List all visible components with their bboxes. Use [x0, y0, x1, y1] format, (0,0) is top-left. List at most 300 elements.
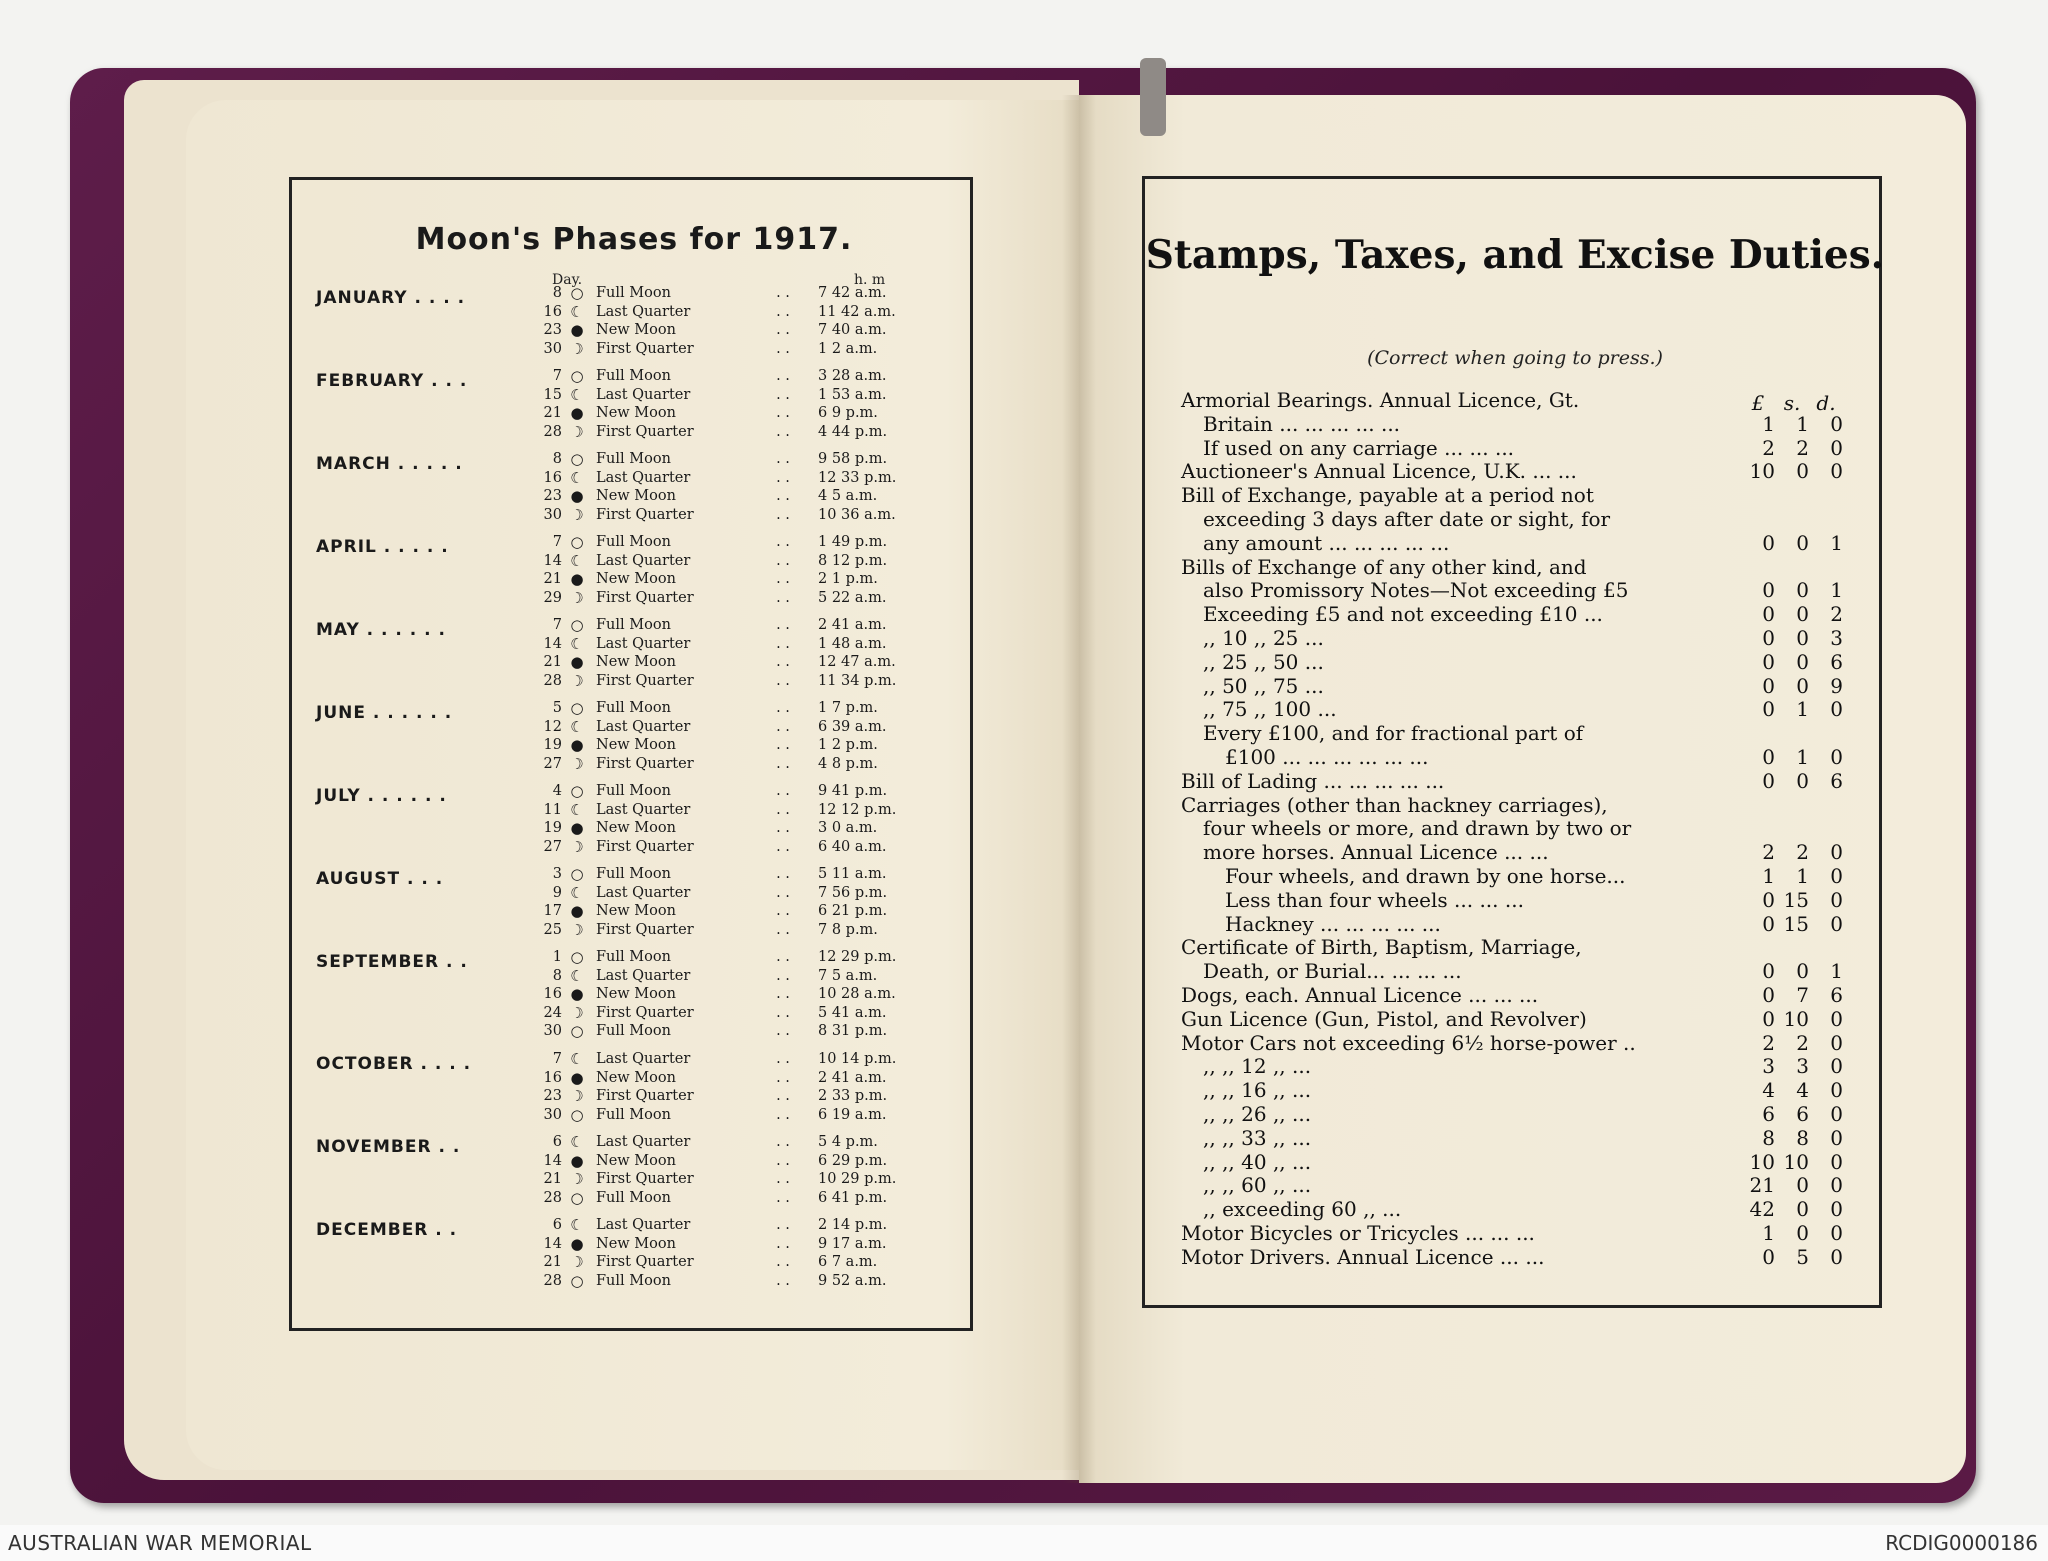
phase-name: Full Moon [596, 1023, 671, 1039]
tax-amount [1741, 913, 1861, 937]
phase-name: Last Quarter [596, 718, 691, 735]
phase-time: 7 56 p.m. [818, 884, 888, 901]
amount-pounds: 2 [1762, 435, 1775, 460]
tax-item-text: ,, exceeding 60 ,, ... [1203, 1197, 1402, 1222]
phase-row [316, 616, 956, 635]
phase-row [316, 1087, 956, 1106]
phase-time: 12 47 a.m. [818, 654, 896, 670]
tax-item-text: Gun Licence (Gun, Pistol, and Revolver) [1181, 1006, 1587, 1031]
phase-row [316, 948, 956, 967]
month-block [316, 1050, 956, 1133]
amount-shillings: 0 [1796, 959, 1809, 984]
moon-phases-title: Moon's Phases for 1917. [415, 222, 853, 257]
month-name: DECEMBER . . [316, 1220, 458, 1240]
tax-amount [1741, 936, 1861, 960]
leader-dots: . . [776, 423, 790, 440]
amount-shillings: 0 [1796, 1197, 1809, 1222]
leader-dots: . . [776, 1134, 790, 1150]
phase-name: Full Moon [596, 949, 671, 965]
phase-name: Last Quarter [596, 1051, 691, 1067]
tax-amount [1741, 1079, 1861, 1103]
phase-time: 1 49 p.m. [818, 534, 888, 550]
time-column-header: h. m [854, 272, 886, 288]
amount-pounds: 1 [1762, 1220, 1775, 1245]
tax-amount [1741, 651, 1861, 675]
tax-amount [1741, 413, 1861, 437]
month-name: JULY . . . . . . [316, 786, 447, 806]
amount-pounds: 0 [1762, 649, 1775, 674]
phase-time: 8 31 p.m. [818, 1023, 888, 1039]
tax-item-text: any amount ... ... ... ... ... [1203, 530, 1450, 555]
phase-row [316, 1106, 956, 1125]
amount-pence: 0 [1830, 840, 1843, 865]
tax-row [1181, 817, 1871, 841]
leader-dots: . . [776, 949, 790, 965]
leader-dots: . . [776, 534, 790, 550]
leader-dots: . . [776, 866, 790, 882]
phase-day: 15 [543, 386, 562, 403]
leader-dots: . . [776, 1171, 790, 1187]
amount-pounds: 2 [1762, 840, 1775, 865]
tax-amount [1741, 1055, 1861, 1079]
first-quarter-icon: ☽ [570, 1003, 584, 1022]
phase-name: New Moon [596, 1235, 676, 1252]
phase-name: First Quarter [596, 589, 694, 606]
tax-amount [1741, 1151, 1861, 1175]
month-block [316, 533, 956, 616]
phase-day: 30 [543, 506, 562, 523]
phase-time: 6 41 p.m. [818, 1189, 888, 1206]
leader-dots: . . [776, 903, 790, 919]
phase-name: Last Quarter [596, 635, 691, 652]
amount-pounds: 0 [1762, 602, 1775, 627]
tax-item-text: Bills of Exchange of any other kind, and [1181, 554, 1587, 579]
amount-pence: 0 [1830, 911, 1843, 936]
phase-time: 1 2 a.m. [818, 340, 878, 357]
tax-item-text: Britain ... ... ... ... ... [1203, 411, 1401, 436]
full-moon-icon: ○ [570, 865, 584, 883]
day-column-header: Day. [552, 272, 583, 288]
tax-item-text: exceeding 3 days after date or sight, for [1203, 506, 1611, 531]
phase-day: 30 [543, 1023, 562, 1039]
leader-dots: . . [776, 635, 790, 652]
leader-dots: . . [776, 386, 790, 403]
phase-row [316, 367, 956, 386]
phase-name: First Quarter [596, 1171, 694, 1187]
phase-name: New Moon [596, 1069, 676, 1086]
phase-name: Last Quarter [596, 386, 691, 403]
new-moon-icon: ● [570, 321, 584, 339]
new-moon-icon: ● [570, 1151, 584, 1170]
phase-name: New Moon [596, 820, 676, 836]
phase-time: 8 12 p.m. [818, 552, 888, 569]
leader-dots: . . [776, 884, 790, 901]
first-quarter-icon: ☽ [570, 671, 584, 690]
new-moon-icon: ● [570, 653, 584, 671]
phase-row [316, 718, 956, 737]
tax-item-text: ,, 10 ,, 25 ... [1203, 625, 1324, 650]
phase-time: 9 52 a.m. [818, 1272, 887, 1289]
phase-name: First Quarter [596, 1004, 694, 1021]
first-quarter-icon: ☽ [570, 588, 584, 607]
phase-name: Last Quarter [596, 967, 691, 984]
amount-pence: 0 [1830, 1125, 1843, 1150]
phase-name: First Quarter [596, 672, 694, 689]
phase-day: 19 [543, 737, 562, 753]
amount-pounds: 0 [1762, 982, 1775, 1007]
phase-name: First Quarter [596, 340, 694, 357]
tax-amount [1741, 532, 1861, 556]
credit-institution: AUSTRALIAN WAR MEMORIAL [8, 1531, 312, 1555]
phase-row [316, 284, 956, 303]
tax-item-text: ,, 50 ,, 75 ... [1203, 673, 1324, 698]
phase-name: Last Quarter [596, 1217, 691, 1233]
amount-shillings: 6 [1796, 1101, 1809, 1126]
leader-dots: . . [776, 322, 790, 338]
amount-shillings: 0 [1796, 625, 1809, 650]
amount-pounds: 42 [1749, 1197, 1775, 1222]
last-quarter-icon: ☾ [570, 468, 584, 487]
leader-dots: . . [776, 285, 790, 301]
tax-row [1181, 460, 1871, 484]
leader-dots: . . [776, 340, 790, 357]
phase-name: New Moon [596, 986, 676, 1002]
leader-dots: . . [776, 506, 790, 523]
amount-pounds: 1 [1762, 863, 1775, 888]
tax-amount [1741, 579, 1861, 603]
month-name: NOVEMBER . . [316, 1137, 461, 1157]
tax-row [1181, 841, 1871, 865]
last-quarter-icon: ☾ [570, 385, 584, 404]
tax-row [1181, 794, 1871, 818]
new-moon-icon: ● [570, 902, 584, 920]
leader-dots: . . [776, 654, 790, 670]
month-block [316, 1216, 956, 1299]
phase-day: 8 [552, 285, 562, 301]
phase-day: 30 [543, 1106, 562, 1123]
phase-row [316, 1170, 956, 1189]
phase-name: New Moon [596, 488, 676, 504]
phase-row [316, 450, 956, 469]
leader-dots: . . [776, 405, 790, 421]
amount-shillings: 15 [1783, 911, 1809, 936]
tax-row [1181, 1127, 1871, 1151]
phase-row [316, 838, 956, 857]
tax-row [1181, 579, 1871, 603]
tax-amount [1741, 1103, 1861, 1127]
tax-amount [1741, 1198, 1861, 1222]
full-moon-icon: ○ [570, 1271, 584, 1290]
leader-dots: . . [776, 700, 790, 716]
phase-time: 5 4 p.m. [818, 1134, 878, 1150]
new-moon-icon: ● [570, 985, 584, 1003]
phase-name: New Moon [596, 322, 676, 338]
leader-dots: . . [776, 1217, 790, 1233]
phase-time: 10 36 a.m. [818, 506, 896, 523]
moon-phases-box [289, 177, 973, 1331]
leader-dots: . . [776, 672, 790, 689]
phase-name: Full Moon [596, 285, 671, 301]
tax-row [1181, 1222, 1871, 1246]
phase-time: 5 22 a.m. [818, 589, 887, 606]
tax-item-text: four wheels or more, and drawn by two or [1203, 816, 1632, 841]
amount-shillings: 15 [1783, 887, 1809, 912]
leader-dots: . . [776, 589, 790, 606]
month-block [316, 616, 956, 699]
phase-day: 9 [552, 884, 562, 901]
tax-item-text: ,, ,, 60 ,, ... [1203, 1173, 1312, 1198]
tax-row [1181, 675, 1871, 699]
phase-name: First Quarter [596, 1254, 694, 1270]
pence-header: d. [1816, 391, 1836, 415]
phase-name: Full Moon [596, 534, 671, 550]
phase-time: 9 58 p.m. [818, 451, 888, 467]
full-moon-icon: ○ [570, 948, 584, 966]
last-quarter-icon: ☾ [570, 634, 584, 653]
phase-row [316, 672, 956, 691]
leader-dots: . . [776, 921, 790, 938]
phase-day: 3 [552, 866, 562, 882]
full-moon-icon: ○ [570, 699, 584, 717]
first-quarter-icon: ☽ [570, 339, 584, 358]
amount-pence: 0 [1830, 1244, 1843, 1269]
amount-pounds: 21 [1749, 1173, 1775, 1198]
amount-shillings: 4 [1796, 1078, 1809, 1103]
amount-pounds: 10 [1749, 459, 1775, 484]
amount-pounds: 0 [1762, 744, 1775, 769]
tax-row [1181, 1079, 1871, 1103]
phase-time: 9 41 p.m. [818, 783, 888, 799]
phase-day: 25 [543, 921, 562, 938]
amount-pence: 0 [1830, 1149, 1843, 1174]
last-quarter-icon: ☾ [570, 1050, 584, 1068]
amount-shillings: 0 [1796, 673, 1809, 698]
tax-item-text: Death, or Burial... ... ... ... [1203, 959, 1462, 984]
tax-amount [1741, 556, 1861, 580]
amount-pounds: 2 [1762, 1030, 1775, 1055]
phase-name: Full Moon [596, 1272, 671, 1289]
amount-shillings: 0 [1796, 530, 1809, 555]
leader-dots: . . [776, 469, 790, 486]
stamps-taxes-box [1142, 176, 1885, 1308]
amount-pounds: 0 [1762, 578, 1775, 603]
amount-pounds: 0 [1762, 1006, 1775, 1031]
phase-day: 21 [543, 571, 562, 587]
phase-row [316, 1272, 956, 1291]
amount-pence: 1 [1830, 530, 1843, 555]
phase-time: 5 41 a.m. [818, 1004, 887, 1021]
amount-shillings: 10 [1783, 1006, 1809, 1031]
tax-item-text: Bill of Lading ... ... ... ... ... [1181, 768, 1445, 793]
phase-day: 11 [543, 801, 562, 818]
phase-day: 7 [552, 368, 562, 384]
month-block [316, 699, 956, 782]
amount-shillings: 2 [1796, 435, 1809, 460]
phase-day: 4 [552, 783, 562, 799]
month-block [316, 450, 956, 533]
new-moon-icon: ● [570, 570, 584, 588]
tax-amount [1741, 794, 1861, 818]
amount-pounds: 0 [1762, 530, 1775, 555]
amount-pence: 0 [1830, 1030, 1843, 1055]
month-name: MARCH . . . . . [316, 454, 463, 474]
tax-item-text: Motor Cars not exceeding 6½ horse-power .. [1181, 1030, 1636, 1055]
amount-pence: 9 [1830, 673, 1843, 698]
full-moon-icon: ○ [570, 1188, 584, 1207]
phase-day: 12 [543, 718, 562, 735]
tax-item-text: Bill of Exchange, payable at a period not [1181, 483, 1594, 508]
phase-time: 7 5 a.m. [818, 967, 878, 984]
phase-day: 7 [552, 617, 562, 633]
phase-day: 29 [543, 589, 562, 606]
month-block [316, 865, 956, 948]
amount-shillings: 1 [1796, 697, 1809, 722]
phase-day: 6 [552, 1134, 562, 1150]
phase-day: 16 [543, 303, 562, 320]
phase-row [316, 819, 956, 838]
phase-time: 6 7 a.m. [818, 1254, 878, 1270]
amount-pounds: 0 [1762, 887, 1775, 912]
phase-name: Full Moon [596, 700, 671, 716]
tax-item-text: Certificate of Birth, Baptism, Marriage, [1181, 935, 1582, 960]
phase-name: Last Quarter [596, 469, 691, 486]
amount-pence: 0 [1830, 1054, 1843, 1079]
phase-day: 7 [552, 534, 562, 550]
amount-pence: 1 [1830, 959, 1843, 984]
amount-pounds: 1 [1762, 411, 1775, 436]
leader-dots: . . [776, 1152, 790, 1169]
tax-row [1181, 556, 1871, 580]
amount-shillings: 10 [1783, 1149, 1809, 1174]
tax-amount [1741, 603, 1861, 627]
phase-row [316, 1004, 956, 1023]
phase-row [316, 782, 956, 801]
amount-pence: 0 [1830, 1101, 1843, 1126]
amount-shillings: 0 [1796, 768, 1809, 793]
last-quarter-icon: ☾ [570, 883, 584, 902]
phase-time: 3 0 a.m. [818, 820, 878, 836]
leader-dots: . . [776, 1069, 790, 1086]
month-name: MAY . . . . . . [316, 620, 447, 640]
first-quarter-icon: ☽ [570, 837, 584, 856]
tax-amount [1741, 722, 1861, 746]
full-moon-icon: ○ [570, 782, 584, 800]
tax-amount [1741, 627, 1861, 651]
amount-shillings: 0 [1796, 459, 1809, 484]
phase-time: 12 33 p.m. [818, 469, 897, 486]
amount-shillings: 2 [1796, 840, 1809, 865]
month-block [316, 1133, 956, 1216]
new-moon-icon: ● [570, 487, 584, 505]
tax-item-text: Armorial Bearings. Annual Licence, Gt. [1181, 388, 1580, 412]
phase-day: 30 [543, 340, 562, 357]
phase-day: 23 [543, 322, 562, 338]
amount-pounds: 3 [1762, 1054, 1775, 1079]
new-moon-icon: ● [570, 1234, 584, 1253]
full-moon-icon: ○ [570, 533, 584, 551]
phase-day: 8 [552, 451, 562, 467]
amount-pence: 6 [1830, 768, 1843, 793]
tax-row [1181, 722, 1871, 746]
tax-item-text: £100 ... ... ... ... ... ... [1225, 744, 1429, 769]
phase-time: 11 42 a.m. [818, 303, 896, 320]
phase-time: 10 29 p.m. [818, 1171, 897, 1187]
amount-pence: 0 [1830, 435, 1843, 460]
tax-row [1181, 1032, 1871, 1056]
tax-row [1181, 532, 1871, 556]
phase-day: 16 [543, 1069, 562, 1086]
phase-name: New Moon [596, 405, 676, 421]
phase-row [316, 1050, 956, 1069]
amount-pence: 1 [1830, 578, 1843, 603]
leader-dots: . . [776, 571, 790, 587]
leader-dots: . . [776, 617, 790, 633]
phase-name: First Quarter [596, 1088, 694, 1104]
month-name: APRIL . . . . . [316, 537, 449, 557]
shillings-header: s. [1783, 391, 1801, 415]
leader-dots: . . [776, 755, 790, 772]
amount-pounds: 0 [1762, 625, 1775, 650]
first-quarter-icon: ☽ [570, 1087, 584, 1105]
phase-day: 14 [543, 1235, 562, 1252]
phase-row [316, 1235, 956, 1254]
phase-name: Last Quarter [596, 801, 691, 818]
phase-time: 7 40 a.m. [818, 322, 887, 338]
phase-name: New Moon [596, 654, 676, 670]
tax-item-text: ,, ,, 12 ,, ... [1203, 1054, 1312, 1079]
tax-amount [1741, 1222, 1861, 1246]
pounds-header: £ [1751, 391, 1765, 415]
amount-pence: 0 [1830, 697, 1843, 722]
spine-shadow [1062, 95, 1096, 1483]
phase-name: Full Moon [596, 451, 671, 467]
phase-time: 2 33 p.m. [818, 1088, 888, 1104]
phase-name: First Quarter [596, 423, 694, 440]
phase-time: 11 34 p.m. [818, 672, 897, 689]
tax-row [1181, 936, 1871, 960]
leader-dots: . . [776, 1189, 790, 1206]
phase-time: 7 8 p.m. [818, 921, 878, 938]
phase-row [316, 902, 956, 921]
tax-item-text: Four wheels, and drawn by one horse... [1225, 863, 1626, 888]
phase-row [316, 1216, 956, 1235]
phase-day: 14 [543, 1152, 562, 1169]
phase-name: Last Quarter [596, 884, 691, 901]
leader-dots: . . [776, 451, 790, 467]
month-name: JUNE . . . . . . [316, 703, 453, 723]
tax-row [1181, 960, 1871, 984]
tax-row [1181, 651, 1871, 675]
phase-name: New Moon [596, 903, 676, 919]
first-quarter-icon: ☽ [570, 505, 584, 524]
phase-time: 9 17 a.m. [818, 1235, 887, 1252]
tax-row [1181, 746, 1871, 770]
leader-dots: . . [776, 303, 790, 320]
phase-time: 6 40 a.m. [818, 838, 887, 855]
amount-pence: 6 [1830, 649, 1843, 674]
amount-shillings: 2 [1796, 1030, 1809, 1055]
leader-dots: . . [776, 1051, 790, 1067]
tax-item-text: Motor Bicycles or Tricycles ... ... ... [1181, 1220, 1535, 1245]
amount-shillings: 0 [1796, 1173, 1809, 1198]
tax-row [1181, 1008, 1871, 1032]
leader-dots: . . [776, 838, 790, 855]
leader-dots: . . [776, 718, 790, 735]
phase-time: 6 29 p.m. [818, 1152, 888, 1169]
month-name: OCTOBER . . . . [316, 1054, 472, 1074]
last-quarter-icon: ☾ [570, 302, 584, 321]
amount-pounds: 10 [1749, 1149, 1775, 1174]
